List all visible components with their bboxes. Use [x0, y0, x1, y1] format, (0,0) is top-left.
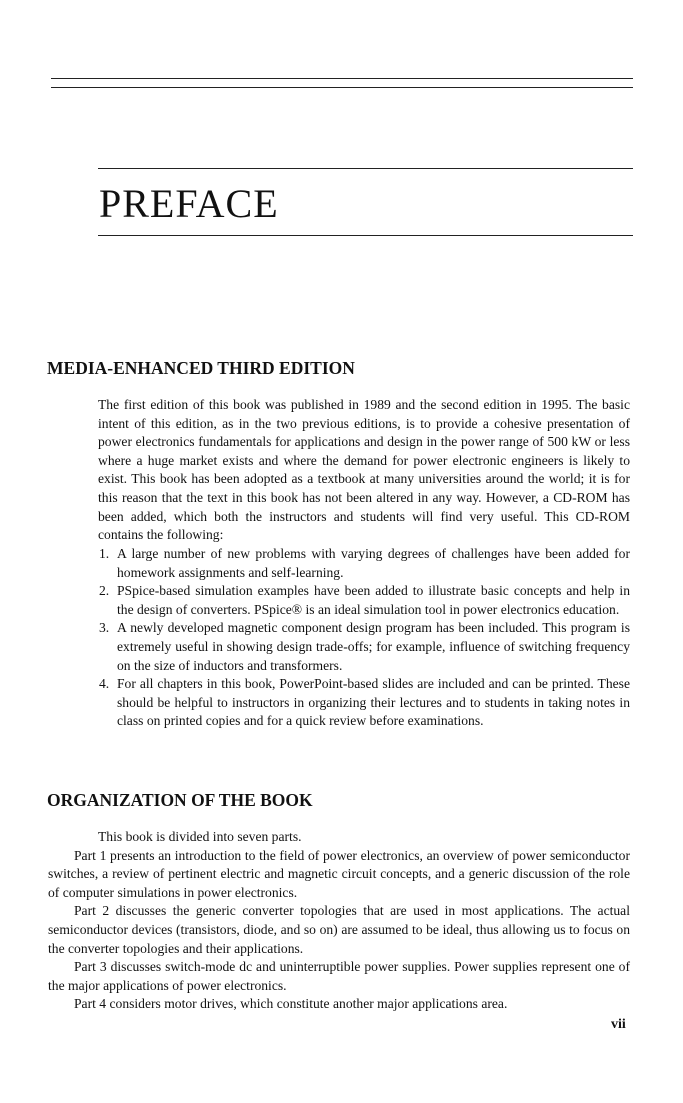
title-rule-top [98, 168, 633, 169]
list-item-number: 1. [99, 546, 110, 561]
cd-rom-contents-list [98, 545, 630, 731]
list-item-number: 3. [99, 620, 110, 636]
list-item-text: PSpice-based simulation examples have been added to illustrate basic concepts and help in the design of converters. PSpice® is an ideal simulation tool in power electronics education. [117, 583, 630, 617]
section-heading-media-enhanced: MEDIA-ENHANCED THIRD EDITION [47, 358, 355, 378]
header-rule-bottom [51, 87, 633, 88]
header-rule-top [51, 78, 633, 79]
list-item-number: 2. [99, 583, 110, 599]
organization-paragraph: Part 4 considers motor drives, which constitute another major applications area. [74, 996, 508, 1012]
organization-paragraph: Part 3 discusses switch-mode dc and uninterruptible power supplies. Power supplies represent one of the major applications of power electronics. [48, 959, 630, 993]
title-rule-bottom [98, 235, 633, 236]
list-item [98, 545, 630, 582]
list-item [98, 675, 630, 731]
organization-paragraph: Part 1 presents an introduction to the field of power electronics, an overview of power semiconductor switches, a review of pertinent electric and magnetic circuit concepts, and a generic discussion of the role of computer simulations in power electronics. [48, 847, 630, 900]
list-item-text: A large number of new problems with varying degrees of challenges have been added for homework assignments and self-learning. [117, 546, 630, 580]
section-heading-organization: ORGANIZATION OF THE BOOK [47, 790, 313, 810]
list-item-text: A newly developed magnetic component design program has been included. This program is extremely useful in showing design trade-offs; for example, influence of switching frequency on the size of inductors and transformers. [117, 620, 630, 673]
page-number: vii [611, 1017, 626, 1032]
organization-text [48, 828, 630, 1014]
list-item-text: For all chapters in this book, PowerPoint-based slides are included and can be printed. These should be helpful to instructors in organizing their lectures and to students in taking notes in class on printed copies and for a quick review before examinations. [117, 676, 630, 729]
intro-paragraph: The first edition of this book was published in 1989 and the second edition in 1995. The basic intent of this edition, as in the two previous editions, is to provide a cohesive presentation of power electronics fundamentals for applications and design in the power range of 500 kW or less where a huge market exists and where the demand for power electronic engineers is likely to exist. This book has been adopted as a textbook at many universities around the world; it is for this reason that the text in this book has not been altered in any way. However, a CD-ROM has been added, which both the instructors and students will find very useful. This CD-ROM contains the following: [98, 397, 630, 543]
organization-paragraph: Part 2 discusses the generic converter topologies that are used in most applications. The actual semiconductor devices (transistors, diode, and so on) are assumed to be ideal, thus allowing us to focus on the converter topologies and their applications. [48, 903, 630, 956]
organization-paragraph: This book is divided into seven parts. [98, 829, 302, 844]
list-item [98, 619, 630, 675]
list-item [98, 582, 630, 619]
chapter-title: PREFACE [99, 181, 279, 226]
list-item-number: 4. [99, 676, 110, 692]
